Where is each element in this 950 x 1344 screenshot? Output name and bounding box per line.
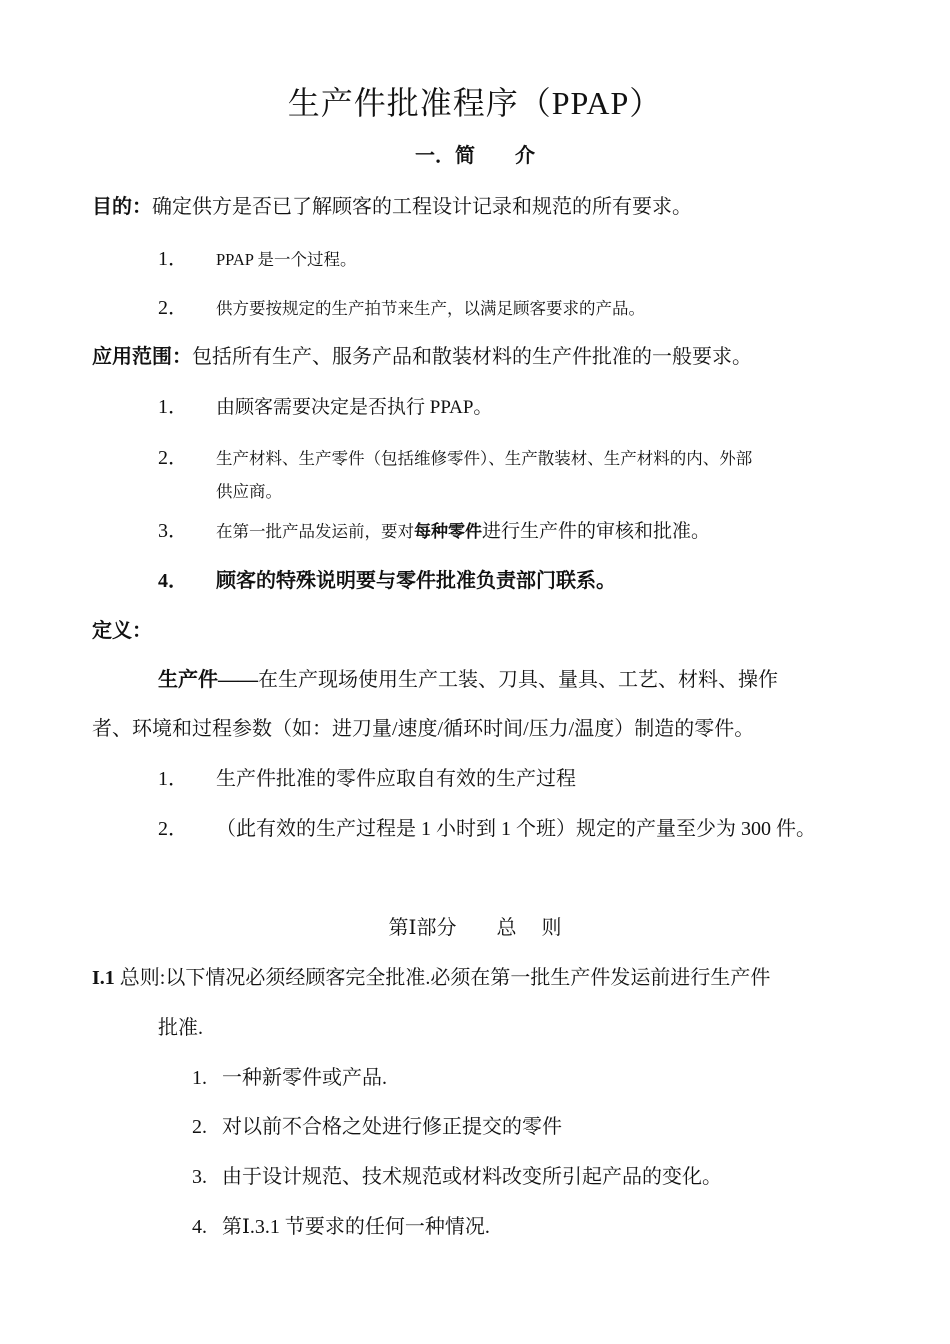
item-number: 4． bbox=[158, 570, 188, 592]
item-number: 1. bbox=[192, 1067, 207, 1089]
purpose-text: 确定供方是否已了解顾客的工程设计记录和规范的所有要求。 bbox=[152, 196, 692, 218]
item-number: 2. bbox=[192, 1116, 207, 1138]
scope-item bbox=[158, 441, 752, 470]
part1-general bbox=[92, 961, 770, 990]
scope-text: 包括所有生产、服务产品和散装材料的生产件批准的一般要求。 bbox=[192, 346, 752, 368]
purpose-item bbox=[158, 242, 356, 271]
definition-line-1 bbox=[158, 663, 778, 692]
item-emphasis: 每种零件 bbox=[414, 522, 482, 541]
item-number: 1． bbox=[158, 248, 188, 270]
item-number: 2． bbox=[158, 447, 188, 469]
document-title: 生产件批准程序（PPAP） bbox=[287, 85, 663, 121]
definition-text: 在生产现场使用生产工装、刀具、量具、工艺、材料、操作 bbox=[258, 669, 778, 691]
item-text: 顾客的特殊说明要与零件批准负责部门联系。 bbox=[216, 570, 616, 592]
definition-label: 定义： bbox=[92, 620, 152, 642]
item-text: 第Ⅰ.3.1 节要求的任何一种情况. bbox=[222, 1216, 490, 1238]
item-text: 生产件批准的零件应取自有效的生产过程 bbox=[216, 768, 576, 790]
intro-heading: 一．简 介 bbox=[415, 145, 535, 167]
scope-item-continuation: 供应商。 bbox=[216, 482, 282, 501]
item-text-tail: 进行生产件的审核和批准。 bbox=[482, 521, 711, 542]
part1-item bbox=[192, 1210, 490, 1239]
item-number: 2． bbox=[158, 297, 188, 319]
scope-item bbox=[158, 390, 492, 419]
part1-text: 总则:以下情况必须经顾客完全批准.必须在第一批生产件发运前进行生产件 bbox=[114, 967, 771, 989]
item-text: 一种新零件或产品. bbox=[222, 1067, 387, 1089]
scope-item bbox=[158, 564, 616, 593]
part1-item bbox=[192, 1160, 722, 1189]
definition-item bbox=[158, 762, 576, 791]
purpose-item bbox=[158, 291, 645, 320]
item-number: 2． bbox=[158, 818, 188, 840]
item-text: （此有效的生产过程是 1 小时到 1 个班）规定的产量至少为 300 件。 bbox=[216, 818, 816, 840]
item-text: 供方要按规定的生产拍节来生产，以满足顾客要求的产品。 bbox=[216, 299, 645, 318]
item-number: 1． bbox=[158, 396, 188, 418]
part1-item bbox=[192, 1061, 387, 1090]
definition-term: 生产件—— bbox=[158, 669, 258, 691]
definition-item bbox=[158, 812, 816, 841]
item-number: 3. bbox=[192, 1166, 207, 1188]
item-number: 3． bbox=[158, 520, 188, 542]
item-text: PPAP 是一个过程。 bbox=[216, 250, 357, 269]
purpose-label: 目的： bbox=[92, 196, 152, 218]
item-number: 1． bbox=[158, 768, 188, 790]
purpose-paragraph bbox=[92, 190, 692, 219]
part1-heading: 第Ⅰ部分 总 则 bbox=[388, 917, 562, 939]
part1-item bbox=[192, 1110, 562, 1139]
item-number: 4. bbox=[192, 1216, 207, 1238]
item-text: 由于设计规范、技术规范或材料改变所引起产品的变化。 bbox=[222, 1166, 722, 1188]
scope-paragraph bbox=[92, 340, 752, 369]
scope-label: 应用范围： bbox=[92, 346, 192, 368]
item-text: 对以前不合格之处进行修正提交的零件 bbox=[222, 1116, 562, 1138]
item-text: 在第一批产品发运前，要对 bbox=[216, 522, 414, 541]
scope-item bbox=[158, 514, 710, 543]
item-text: 生产材料、生产零件（包括维修零件）、生产散装材、生产材料的内、外部 bbox=[216, 449, 753, 468]
item-text: 由顾客需要决定是否执行 PPAP。 bbox=[216, 397, 493, 418]
part1-label: I.1 bbox=[92, 967, 115, 989]
definition-line-2: 者、环境和过程参数（如：进刀量/速度/循环时间/压力/温度）制造的零件。 bbox=[92, 718, 755, 740]
part1-continuation: 批准. bbox=[158, 1017, 203, 1039]
